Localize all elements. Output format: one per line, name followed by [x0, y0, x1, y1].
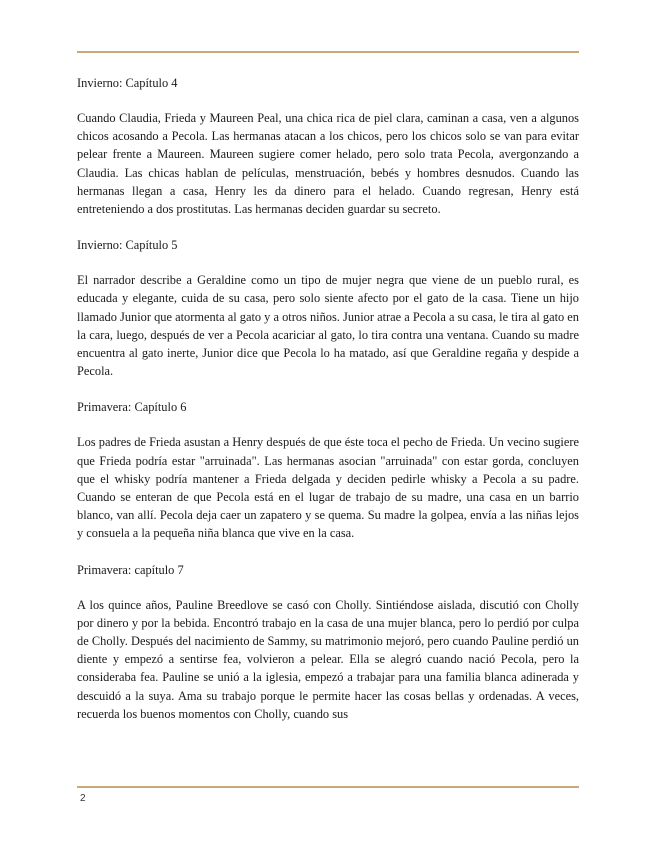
section-paragraph: Los padres de Frieda asustan a Henry después de que éste toca el pecho de Frieda. Un vecino sugiere que Frieda podría estar "arruinada". Las hermanas asocian "arruinada" con estar gorda, concluyen que el whisky podría mantener a Frieda delgada y deciden pedirle whisky a Pecola a su padre. Cuando se enteran de que Pecola está en el lugar de trabajo de su madre, una casa en un barrio blanco, van allí. Pecola deja caer un zapatero y se quema. Su madre la golpea, envía a las niñas lejos y consuela a la pequeña niña blanca que vive en la casa.: [77, 435, 579, 541]
section-paragraph: A los quince años, Pauline Breedlove se casó con Cholly. Sintiéndose aislada, discutió con Cholly por dinero y por la bebida. Encontró trabajo en la casa de una mujer blanca, pero lo perdió por culpa de Cholly. Después del nacimiento de Sammy, su matrimonio mejoró, pero cuando Pauline perdió un diente y empezó a sentirse fea, volvieron a pelear. Ella se alegró cuando nació Pecola, pero la consideraba fea. Pauline se unió a la iglesia, empezó a trabajar para una familia blanca adinerada y descuidó a la suya. Ama su trabajo porque le permite hacer las cosas bellas y ordenadas. A veces, recuerda los buenos momentos con Cholly, cuando sus: [77, 597, 579, 721]
section-invierno-cap-5: [77, 236, 579, 380]
section-heading: Primavera: capítulo 7: [77, 562, 184, 577]
section-invierno-cap-4: [77, 74, 579, 218]
header-rule: [77, 51, 579, 53]
section-heading: Invierno: Capítulo 4: [77, 76, 178, 90]
section-heading: Invierno: Capítulo 5: [77, 238, 178, 253]
section-heading: Primavera: Capítulo 6: [77, 400, 187, 415]
page-number: 2: [80, 793, 86, 804]
section-paragraph: El narrador describe a Geraldine como un tipo de mujer negra que viene de un pueblo rural, es educada y elegante, cuida de su casa, pero solo siente afecto por el gato de la casa. Tiene un hijo llamado Junior que atormenta al gato y a otros niños. Junior atrae a Pecola a su casa, le tira al gato en la cara, luego, después de ver a Pecola acariciar al gato, lo tira contra una ventana. Cuando su madre encuentra al gato inerte, Junior dice que Pecola lo ha matado, así que Geraldine regaña y despide a Pecola.: [77, 273, 579, 379]
footer-rule: [77, 786, 579, 788]
section-primavera-cap-7: [77, 561, 579, 723]
section-paragraph: Cuando Claudia, Frieda y Maureen Peal, una chica rica de piel clara, caminan a casa, ven a algunos chicos acosando a Pecola. Las hermanas atacan a los chicos, pero los chicos solo se van para evitar pelear frente a Maureen. Maureen sugiere comer helado, pero solo trata Pecola, avergonzando a Claudia. Las chicas hablan de películas, menstruación, bebés y hombres desnudos. Cuando las hermanas llegan a casa, Henry les da dinero para el helado. Cuando regresan, Henry está entreteniendo a dos prostitutas. Las hermanas deciden guardar su secreto.: [77, 111, 579, 217]
section-primavera-cap-6: [77, 398, 579, 542]
document-body: [77, 74, 579, 741]
